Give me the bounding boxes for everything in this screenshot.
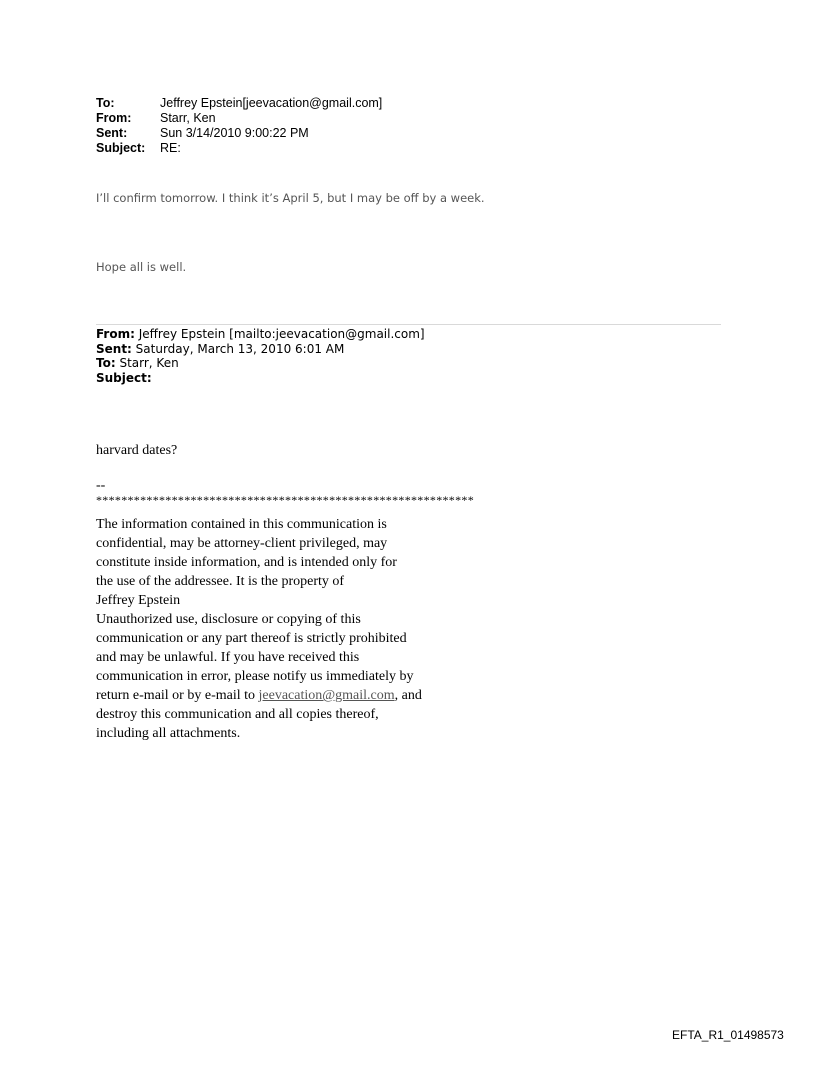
quoted-sent-row: [96, 342, 425, 357]
disclaimer-line: and may be unlawful. If you have received this: [96, 650, 360, 665]
quoted-from-label: From:: [96, 327, 135, 341]
quoted-to-label: To:: [96, 356, 116, 370]
disclaimer-line: communication in error, please notify us immediately by: [96, 669, 414, 684]
to-label: To:: [96, 96, 115, 110]
sent-label: Sent:: [96, 126, 128, 140]
disclaimer-line: constitute inside information, and is intended only for: [96, 555, 397, 570]
reply-line-1: I’ll confirm tomorrow. I think it’s April 5, but I may be off by a week.: [96, 191, 485, 205]
quoted-to-value: Starr, Ken: [115, 356, 179, 370]
header-to-row: [96, 96, 382, 111]
disclaimer-line: The information contained in this communication is: [96, 517, 387, 532]
quoted-to-row: [96, 356, 425, 371]
to-value: Jeffrey Epstein[jeevacation@gmail.com]: [160, 96, 383, 110]
subject-value: RE:: [160, 141, 181, 155]
header-subject-row: [96, 141, 382, 156]
quoted-body-text: harvard dates?: [96, 443, 178, 458]
disclaimer-line: communication or any part thereof is strictly prohibited: [96, 631, 407, 646]
email-link[interactable]: jeevacation@gmail.com: [258, 688, 395, 703]
subject-label: Subject:: [96, 141, 146, 155]
confidentiality-disclaimer: [96, 515, 422, 743]
signature-stars-divider: ************************************************************: [96, 493, 474, 507]
quoted-subject-row: [96, 371, 425, 386]
reply-line-2: Hope all is well.: [96, 260, 187, 274]
header-sent-row: [96, 126, 382, 141]
from-value: Starr, Ken: [160, 111, 216, 125]
quoted-header: [96, 327, 425, 385]
disclaimer-line: Unauthorized use, disclosure or copying of this: [96, 612, 361, 627]
email-header: [96, 96, 382, 156]
quoted-sent-value: Saturday, March 13, 2010 6:01 AM: [131, 341, 345, 356]
quoted-from-value: Jeffrey Epstein [mailto:jeevacation@gmail.com]: [134, 327, 425, 341]
sent-value: Sun 3/14/2010 9:00:22 PM: [160, 126, 309, 140]
disclaimer-line: Jeffrey Epstein: [96, 593, 181, 608]
disclaimer-line: destroy this communication and all copies thereof,: [96, 707, 379, 722]
disclaimer-line: confidential, may be attorney-client privileged, may: [96, 536, 388, 551]
quoted-from-row: [96, 327, 425, 342]
quoted-sent-label: Sent:: [96, 341, 132, 356]
from-label: From:: [96, 111, 132, 125]
header-from-row: [96, 111, 382, 126]
disclaimer-line: the use of the addressee. It is the property of: [96, 574, 345, 589]
quoted-subject-label: Subject:: [96, 370, 152, 385]
quote-separator: [96, 324, 721, 325]
signature-dash: --: [96, 478, 106, 493]
disclaimer-line: including all attachments.: [96, 726, 241, 741]
document-id: EFTA_R1_01498573: [672, 1028, 784, 1042]
return-suffix: , and: [394, 688, 422, 703]
return-prefix: return e-mail or by e-mail to: [96, 688, 259, 703]
disclaimer-return-line: [96, 686, 422, 705]
